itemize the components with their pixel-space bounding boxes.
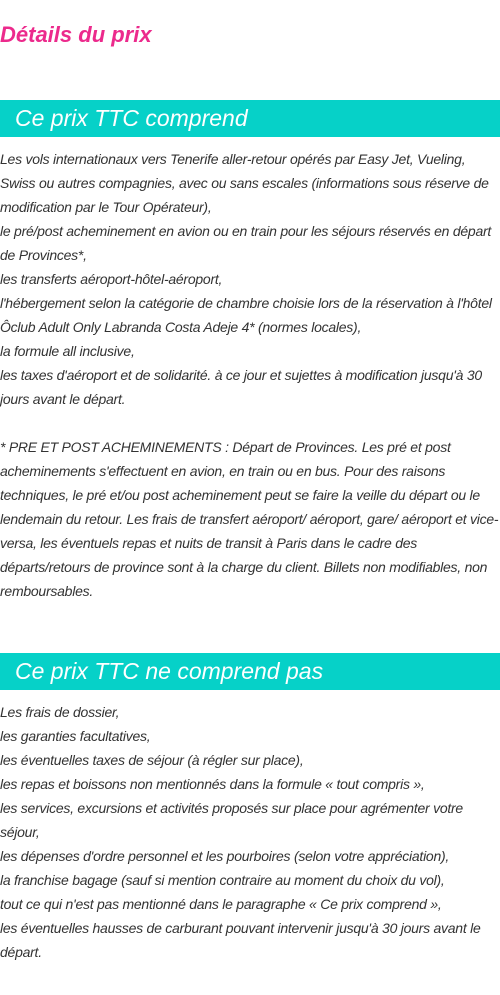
list-item: le pré/post acheminement en avion ou en train pour les séjours réservés en départ de Provinces*, <box>0 223 492 263</box>
list-item: la franchise bagage (sauf si mention contraire au moment du choix du vol), <box>0 872 445 888</box>
page-title: Détails du prix <box>0 22 152 47</box>
acheminement-note <box>0 435 500 603</box>
list-item: les taxes d'aéroport et de solidarité. à ce jour et sujettes à modification jusqu'à 30 jours avant le départ. <box>0 367 482 407</box>
section-heading-excludes: Ce prix TTC ne comprend pas <box>15 658 324 684</box>
list-item: les services, excursions et activités proposés sur place pour agrémenter votre séjour, <box>0 800 463 840</box>
section-heading-includes: Ce prix TTC comprend <box>15 105 248 131</box>
list-item: Les frais de dossier, <box>0 704 120 720</box>
list-item: les dépenses d'ordre personnel et les pourboires (selon votre appréciation), <box>0 848 450 864</box>
list-item: les éventuelles hausses de carburant pouvant intervenir jusqu'à 30 jours avant le départ. <box>0 920 481 960</box>
section-header-excludes <box>0 653 500 690</box>
list-item: Les vols internationaux vers Tenerife aller-retour opérés par Easy Jet, Vueling, Swiss ou autres compagnies, avec ou sans escales (informations sous réserve de modification par le Tour Opérateur), <box>0 151 489 215</box>
section-header-includes <box>0 100 500 137</box>
list-item: les éventuelles taxes de séjour (à régler sur place), <box>0 752 304 768</box>
excludes-list <box>0 700 500 964</box>
includes-list <box>0 147 500 411</box>
list-item: les transferts aéroport-hôtel-aéroport, <box>0 271 223 287</box>
list-item: la formule all inclusive, <box>0 343 135 359</box>
list-item: l'hébergement selon la catégorie de chambre choisie lors de la réservation à l'hôtel Ôclub Adult Only Labranda Costa Adeje 4* (normes locales), <box>0 295 492 335</box>
list-item: tout ce qui n'est pas mentionné dans le paragraphe « Ce prix comprend », <box>0 896 442 912</box>
list-item: les repas et boissons non mentionnés dans la formule « tout compris », <box>0 776 425 792</box>
note-text: * PRE ET POST ACHEMINEMENTS : Départ de Provinces. Les pré et post acheminements s'effectuent en avion, en train ou en bus. Pour des raisons techniques, le pré et/ou post acheminement peut se faire la veille du départ ou le lendemain du retour. Les frais de transfert aéroport/ aéroport, gare/ aéroport et vice-versa, les éventuels repas et nuits de transit à Paris dans le cadre des départs/retours de province sont à la charge du client. Billets non modifiables, non remboursables. <box>0 439 499 599</box>
list-item: les garanties facultatives, <box>0 728 151 744</box>
